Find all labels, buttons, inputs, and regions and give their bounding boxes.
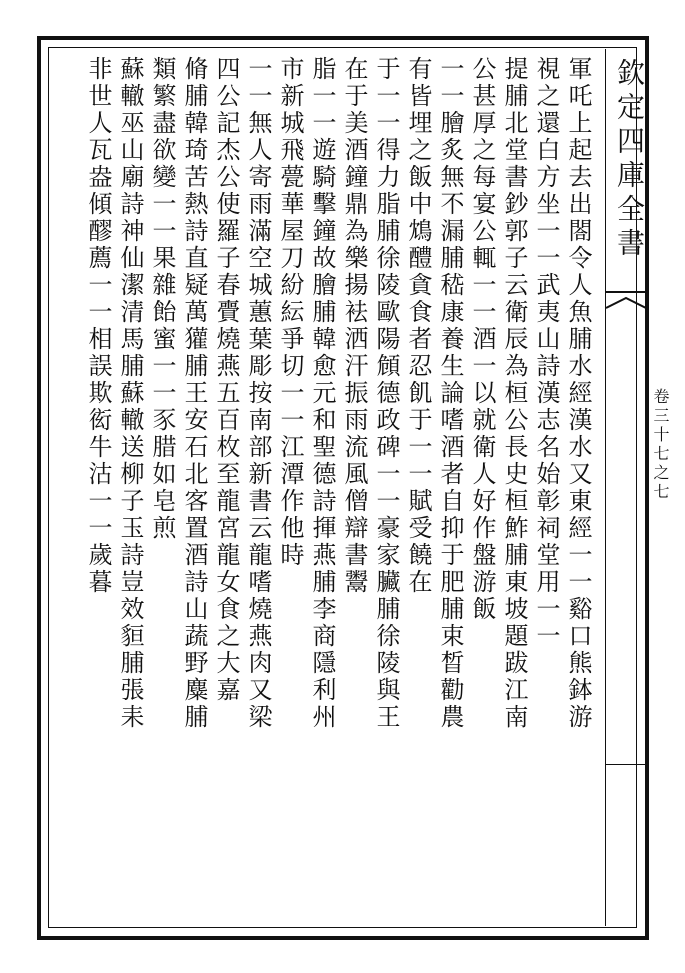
margin-juan-label: 卷三十七之七 — [651, 388, 670, 502]
text-column-7: 于一一得力脂脯徐陵歐陽頠德政碑一一豪家臟脯徐陵與王 — [372, 56, 400, 731]
text-column-6: 有皆埋之飯中鴆醴貪食者忍飢于一一賦受饒在 — [404, 56, 432, 596]
margin-strip-divider — [605, 49, 606, 926]
margin-lower-rule — [606, 764, 646, 766]
text-column-13: 脩脯韓琦苦熱詩直疑萬獾脯王安石北客置酒詩山蔬野麋脯 — [180, 56, 208, 731]
text-column-10: 市新城飛甍華屋刀紛紜爭切一一江潭作他時 — [276, 56, 304, 569]
text-column-4: 公甚厚之每宴公輒一一酒一以就衛人好作盤游飯 — [468, 56, 496, 623]
text-column-9: 脂一一遊騎擊鐘故膾脯韓愈元和聖德詩揮燕脯李商隱利州 — [308, 56, 336, 731]
text-column-2: 視之還白方坐一一武夷山詩漢志名始彰祠堂用一一 — [532, 56, 560, 650]
fishtail-mark — [606, 290, 646, 310]
margin-book-title: 欽定四庫全書 — [613, 58, 646, 262]
text-column-3: 提脯北堂書鈔郭子云衛辰為桓公長史桓鮓脯東坡題跋江南 — [500, 56, 528, 731]
text-column-1: 軍吒上起去出閤令人魚脯水經漢水又東經一一谿口熊鉢游 — [564, 56, 592, 731]
text-column-14: 類繁盡欲變一一果雜飴蜜一一豕腊如皂煎 — [148, 56, 176, 542]
text-column-15: 蘇轍巫山廟詩神仙潔清馬脯蘇轍送柳子玉詩豈效貆脯張耒 — [116, 56, 144, 731]
text-column-8: 在于美酒鐘鼎為樂揚袪洒汗振雨流風僧辯書鬻 — [340, 56, 368, 596]
text-column-16: 非世人瓦盎傾醪薦一一相誤欺衒牛沽一一歲暮 — [84, 56, 112, 596]
text-column-12: 四公記杰公使羅子春賷燒燕五百枚至龍宮龍女食之大嘉 — [212, 56, 240, 704]
text-column-5: 一一膾炙無不漏脯嵇康養生論嗜酒者自抑于肥脯束晳勸農 — [436, 56, 464, 731]
text-column-11: 一一無人寄雨滿空城蕙葉彫按南部新書云龍嗜燒燕肉又梁 — [244, 56, 272, 731]
